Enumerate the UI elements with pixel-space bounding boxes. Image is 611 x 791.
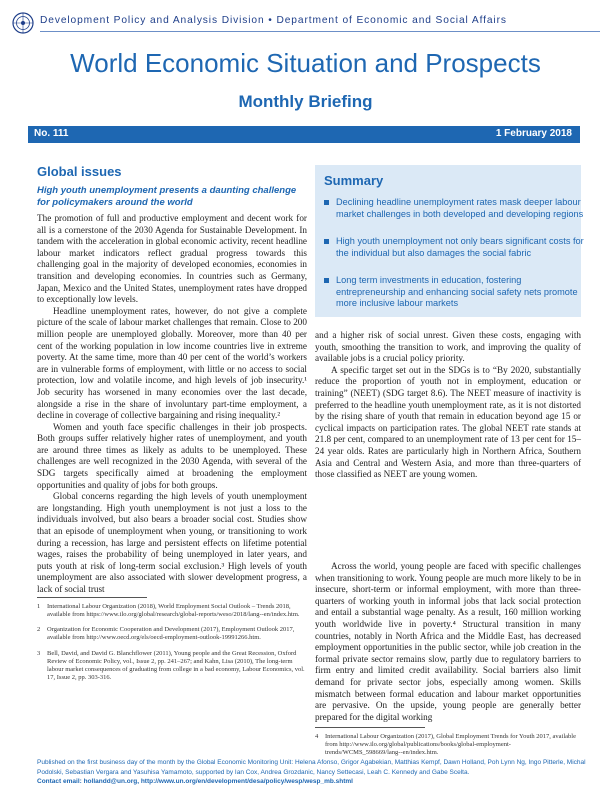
issue-number: No. 111 (34, 128, 69, 139)
footer-credits: Published on the first business day of the month by the Global Economic Monitoring Unit: Helena Afonso, Grigor Agabekian, Matthias Kempf, Dawn Holland, Poh Lynn Ng, Ingo Pitterle, Michal Podolski, Sebastian Vergara and Yasuhisa Yamamoto, supported by Ian Cox, Andrea Grozdanic, Nancy Settecasi, Leah C. Kennedy and Gabe Scelta. (37, 759, 586, 776)
page-title: World Economic Situation and Prospects (70, 48, 541, 78)
body-paragraph: Across the world, young people are faced with specific challenges when transitioning to work. Young people are much more likely to be in insecure, short-term or informal employment, with more than three-quarters of working youth in informal jobs that lack social protection and entail a substantial wage penalty. As a result, 160 million working youth worldwide live in poverty.⁴ Structural transition in many countries, notably in North Africa and the Middle East, has decreased employment opportunities in the public sector, while job creation in the formal private sector remains slow, partly due to regulatory barriers to firm entry and limited credit availability. Social barriers also limit demand for private sector jobs, especially among women. Skills mismatch between formal education and labour market opportunities are pervasive. On the upside, young people are generally better prepared for the digital working (315, 561, 581, 722)
body-right-column-continued (315, 561, 581, 723)
issue-bar (28, 126, 580, 143)
body-paragraph: A specific target set out in the SDGs is to “By 2020, substantially reduce the proportion of youth not in employment, education or training” (NEET) (SDG target 8.6). The NEET measure of inactivity is preferred to the headline youth unemployment rate, as it is not distorted by the rising share of youth that remain in education beyond age 15 or cyclical impacts on participation rates. The global NEET rate stands at 21.8 per cent, compared to an unemployment rate of 13 per cent for 15–24 year olds. Rates are particularly high in Northern Africa, Southern Asia and Central and Western Asia, and more than three-quarters of those classified as NEET are young women. (315, 364, 581, 480)
footnote (37, 626, 307, 642)
footnote (37, 650, 307, 682)
summary-item-text: Long term investments in education, fostering entrepreneurship and enhancing social safety nets promote more inclusive labour markets (336, 275, 578, 309)
footnote-number: 2 (37, 626, 41, 633)
summary-item (324, 236, 584, 259)
section-title: Global issues (37, 164, 122, 179)
summary-item-text: Declining headline unemployment rates mask deeper labour market challenges in both developed and developing regions (336, 197, 584, 219)
summary-item (324, 275, 584, 310)
footnote-text: Bell, David, and David G. Blanchflower (2011), Young people and the Great Recession, Oxford Review of Economic Policy, vol., Issue 2, pp. 241–267; and Kahn, Lisa (2010), The long-term labour market consequences of graduating from college in a bad economy, Labour Economics, vol. 17, Issue 2, pp. 303-316. (47, 650, 305, 681)
body-paragraph: The promotion of full and productive employment and decent work for all is a cornerstone of the 2030 Agenda for Sustainable Development. In tandem with the acceleration in global economic activity, recent headline labour market indicators reflect gradual progress towards this challenging goal in the majority of developed economies, economies in transition and developing economies. In countries such as Germany, Japan, Mexico and the United States, unemployment rates have dropped to exceptionally low levels. (37, 213, 307, 305)
bullet-icon (324, 239, 329, 244)
un-emblem-icon (12, 12, 34, 34)
summary-item-text: High youth unemployment not only bears significant costs for the individual but also damages the social fabric (336, 236, 584, 258)
footer-block (37, 758, 589, 787)
summary-box (315, 165, 584, 317)
summary-title: Summary (324, 173, 384, 188)
footnote (37, 603, 307, 619)
page-subtitle: Monthly Briefing (238, 92, 373, 111)
summary-item (324, 197, 584, 220)
body-right-column (315, 330, 581, 560)
footnote-number: 3 (37, 650, 41, 657)
footnote-rule (37, 597, 147, 598)
division-line: Development Policy and Analysis Division • Department of Economic and Social Affairs (40, 15, 507, 26)
section-subtitle: High youth unemployment presents a daunting challenge for policymakers around the world (37, 185, 297, 208)
footer-contact: Contact email: hollandd@un.org, http://www.un.org/en/development/desa/policy/wesp/wesp_mb.shtml (37, 778, 353, 785)
issue-date: 1 February 2018 (495, 128, 572, 139)
footnote-number: 4 (315, 733, 319, 740)
body-left-column (37, 213, 307, 594)
body-paragraph: Women and youth face specific challenges in their job prospects. Both groups suffer relatively higher rates of unemployment, and youth are around three times as likely as adults to be unemployed. These challenges are well recognized in the 2030 Agenda, with several of the SDG targets specifically aimed at broadening the employment opportunities and quality of jobs for both groups. (37, 421, 307, 490)
body-paragraph: Global concerns regarding the high levels of youth unemployment are longstanding. High youth unemployment is not just a loss to the individuals involved, but also bears a broader social cost. Studies show that an episode of unemployment when young, or transitioning to work during a recession, has large and persistent effects on lifetime potential wages, raises the probability of being unemployed in later years, and puts youth at risk of long-term social exclusion.³ High levels of youth unemployment are also associated with slower development progress, a lack of social trust (37, 491, 307, 594)
footnote-rule (315, 727, 425, 728)
footnote-number: 1 (37, 603, 41, 610)
footnote-text: Organization for Economic Cooperation and Development (2017), Employment Outlook 2017, available from http://www.oecd.org/els/oecd-employment-outlook-19991266.htm. (47, 626, 295, 641)
body-paragraph: Headline unemployment rates, however, do not give a complete picture of the scale of labour market challenges that remain. Close to 200 million people are unemployed globally. Moreover, more than 40 per cent of the working population in low income countries live in extreme poverty. At the same time, more than 40 per cent of the world’s workers are in vulnerable forms of employment, with little or no access to social protection, low and volatile income, and high levels of job insecurity.¹ Job security has worsened in many economies over the last decade, alongside a rise in the share of involuntary part-time employment, a decline in coverage of collective bargaining and rising inequality.² (37, 305, 307, 421)
footnote-text: International Labour Organization (2018), World Employment Social Outlook – Trends 2018, available from https://www.ilo.org/global/research/global-reports/weso/2018/lang--en/index.htm. (47, 603, 300, 618)
footnote-text: International Labour Organization (2017), Global Employment Trends for Youth 2017, available from http://www.ilo.org/global/publications/books/global-employment-trends/WCMS_598669/lang--en/index.htm. (325, 733, 576, 756)
footnote (315, 733, 581, 757)
header-rule (40, 31, 600, 32)
bullet-icon (324, 278, 329, 283)
bullet-icon (324, 200, 329, 205)
body-paragraph: and a higher risk of social unrest. Given these costs, engaging with youth, smoothing the transition to work, and improving the quality of available jobs is a crucial policy priority. (315, 330, 581, 364)
